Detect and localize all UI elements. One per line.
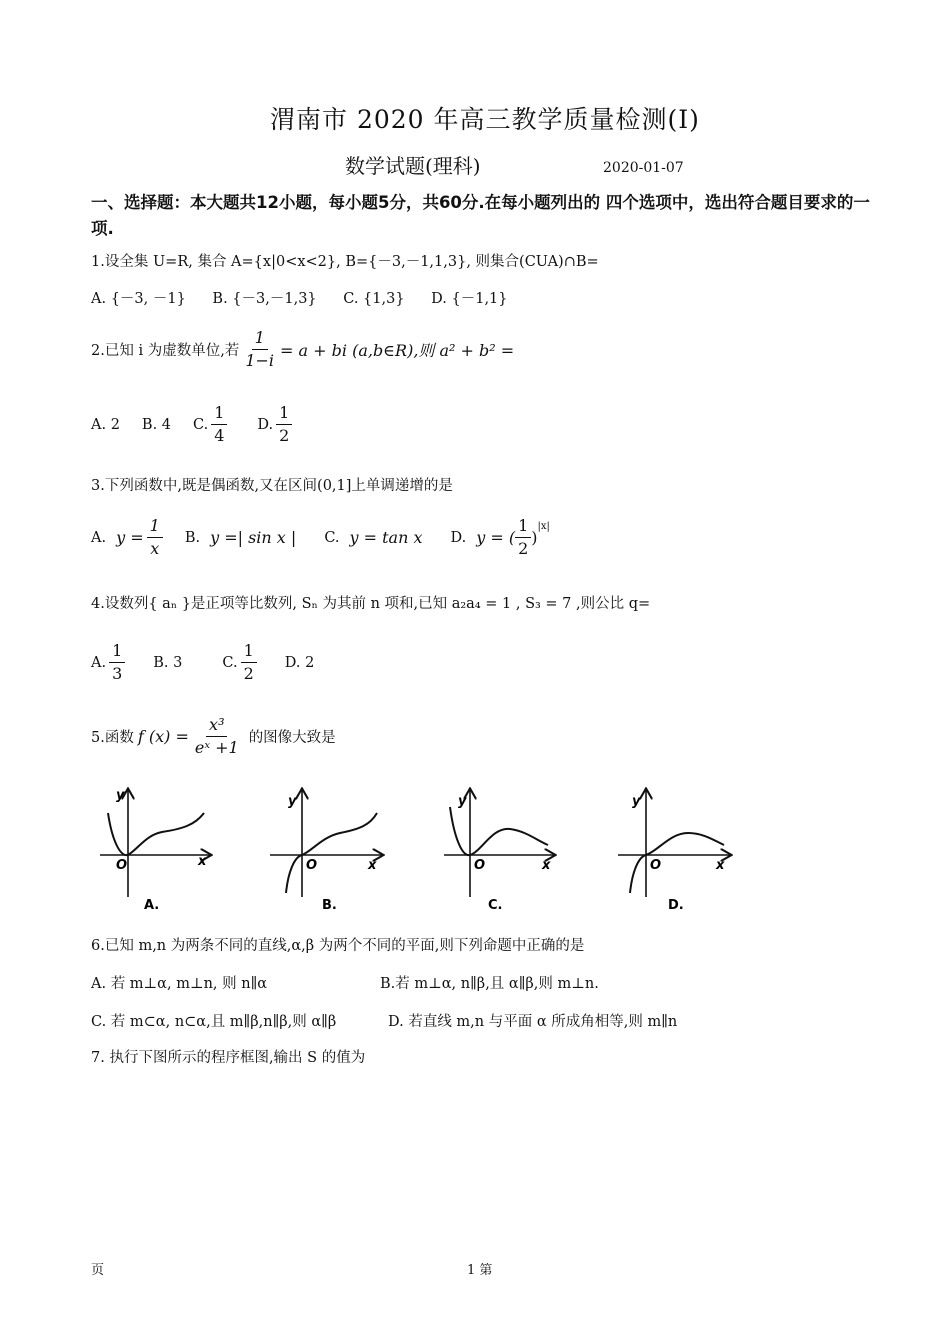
question-6-option-c: C. 若 m⊂α, n⊂α,且 m∥β,n∥β,则 α∥β [91, 1014, 337, 1030]
section-heading: 一、选择题：本大题共12小题，每小题5分，共60分.在每小题列出的 四个选项中，选出符合题目要求的一项. [91, 193, 870, 238]
option-b-label: B. [184, 529, 201, 546]
option-c-fraction [211, 402, 227, 447]
fraction-denominator: 4 [214, 426, 225, 445]
fraction-numerator: 1 [276, 402, 292, 425]
fraction-denominator: 2 [243, 664, 254, 683]
graph-c [444, 790, 554, 913]
option-d: D. 2 [284, 654, 315, 671]
option-b-expr: y =| sin x | [210, 528, 297, 547]
fraction-numerator: 1 [211, 402, 227, 425]
question-5-suffix: 的图像大致是 [248, 730, 336, 746]
graph-d [618, 790, 730, 913]
fraction-denominator: x [150, 539, 160, 558]
graph-b [270, 790, 382, 913]
option-c-label: C. [324, 529, 340, 546]
option-b: B. 4 [141, 416, 172, 433]
fraction-denominator: 1−i [245, 351, 275, 370]
fraction-denominator: 2 [279, 426, 290, 445]
fraction-numerator: 1 [241, 640, 257, 663]
origin-label: O [474, 858, 486, 873]
question-2-suffix: = a + bi (a,b∈R),则 a² + b² = [280, 341, 515, 360]
origin-label: O [306, 858, 318, 873]
option-b: B. 3 [153, 654, 183, 671]
question-1-text: 1.设全集 U=R, 集合 A={x|0<x<2}, B={－3,－1,1,3}, 则集合(CUA)∩B= [91, 254, 599, 270]
x-axis-label: x [542, 858, 551, 873]
origin-label: O [116, 858, 128, 873]
option-a-label: A. [91, 529, 107, 546]
y-axis-label: y [632, 794, 641, 809]
question-5-prefix: 5.函数 [91, 730, 134, 746]
page-subtitle: 数学试题(理科) [345, 154, 481, 178]
exam-date: 2020-01-07 [603, 160, 684, 176]
question-5-text [91, 714, 336, 759]
x-axis-label: x [198, 854, 207, 869]
fraction-numerator: 1 [109, 640, 125, 663]
question-5-fraction [192, 714, 242, 759]
question-1-options [91, 287, 530, 308]
option-c: C. {1,3} [343, 291, 405, 307]
option-a-expr: y = [116, 528, 144, 547]
option-a-label: A. [91, 654, 107, 671]
option-a-fraction [147, 515, 163, 560]
option-d-fraction [515, 515, 531, 560]
question-4-options [91, 640, 314, 685]
question-2-text [91, 327, 514, 372]
question-3-text: 3.下列函数中,既是偶函数,又在区间(0,1]上单调递增的是 [91, 478, 453, 494]
graph-a [100, 788, 210, 913]
question-7-text: 7. 执行下图所示的程序框图,输出 S 的值为 [91, 1050, 366, 1066]
option-c-fraction [241, 640, 257, 685]
option-a: A. 2 [91, 416, 120, 433]
fraction-denominator: 2 [518, 539, 529, 558]
option-d-expr-post: ) [531, 528, 538, 547]
graph-label: D. [668, 898, 684, 913]
fraction-denominator: 3 [112, 664, 123, 683]
question-5-graphs [90, 785, 750, 920]
y-axis-label: y [458, 794, 467, 809]
y-axis-label: y [116, 788, 125, 803]
option-a: A. {－3, －1} [91, 291, 186, 307]
question-2-prefix: 2.已知 i 为虚数单位,若 [91, 343, 240, 359]
x-axis-label: x [716, 858, 725, 873]
option-d-fraction [276, 402, 292, 447]
question-4-text: 4.设数列{ aₙ }是正项等比数列, Sₙ 为其前 n 项和,已知 a₂a₄ = 1 , S₃ = 7 ,则公比 q= [91, 596, 651, 612]
question-6-option-a: A. 若 m⊥α, m⊥n, 则 n∥α [91, 976, 268, 992]
graph-label: A. [144, 898, 160, 913]
option-d-label: D. [450, 529, 467, 546]
option-d-exponent: |x| [537, 521, 550, 532]
fraction-numerator: 1 [515, 515, 531, 538]
fraction-numerator: 1 [252, 327, 268, 350]
question-6-option-d: D. 若直线 m,n 与平面 α 所成角相等,则 m∥n [388, 1014, 678, 1030]
graph-label: C. [488, 898, 503, 913]
question-6-option-b: B.若 m⊥α, n∥β,且 α∥β,则 m⊥n. [380, 976, 599, 992]
y-axis-label: y [288, 794, 297, 809]
option-c-label: C. [222, 654, 238, 671]
option-d-label: D. [257, 416, 274, 433]
question-5-fx: f (x) = [137, 727, 189, 746]
question-2-fraction [242, 327, 277, 372]
fraction-numerator: 1 [147, 515, 163, 538]
page-number: 1 第 [467, 1263, 493, 1278]
option-a-fraction [109, 640, 125, 685]
x-axis-label: x [368, 858, 377, 873]
option-b: B. {－3,－1,3} [212, 291, 317, 307]
question-6-text: 6.已知 m,n 为两条不同的直线,α,β 为两个不同的平面,则下列命题中正确的是 [91, 938, 585, 954]
option-d: D. {－1,1} [431, 291, 508, 307]
origin-label: O [650, 858, 662, 873]
option-c-label: C. [193, 416, 209, 433]
question-3-options [91, 515, 550, 560]
page-title: 渭南市 2020 年高三教学质量检测(Ⅰ) [270, 105, 700, 134]
footer-left: 页 [91, 1263, 105, 1278]
question-2-options [91, 402, 295, 447]
graph-label: B. [322, 898, 337, 913]
fraction-denominator: eˣ +1 [194, 738, 239, 757]
option-c-expr: y = tan x [349, 528, 423, 547]
fraction-numerator: x³ [206, 714, 227, 737]
option-d-expr-pre: y = ( [476, 528, 516, 547]
